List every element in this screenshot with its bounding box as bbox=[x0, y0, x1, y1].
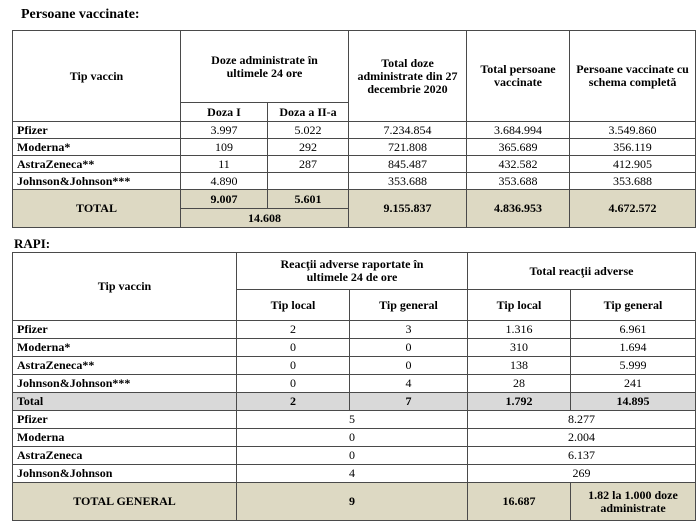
total-label: Total bbox=[13, 393, 237, 411]
vaccine-name: AstraZeneca bbox=[13, 447, 237, 465]
grand-total-label: TOTAL GENERAL bbox=[13, 483, 237, 521]
grand-total-rate: 1.82 la 1.000 doze administrate bbox=[571, 483, 696, 521]
table-row bbox=[13, 321, 696, 339]
total-doza2: 5.601 bbox=[268, 190, 349, 209]
section-title-rapi: RAPI: bbox=[14, 236, 51, 251]
total-local-24h: 2 bbox=[237, 393, 350, 411]
schema-completa-value: 3.549.860 bbox=[570, 122, 696, 139]
vaccine-name: Moderna* bbox=[13, 139, 181, 156]
combined-total-value: 269 bbox=[468, 465, 696, 483]
local-total-value: 1.316 bbox=[468, 321, 571, 339]
header-reactii-24h: Reacţii adverse raportate în ultimele 24 de ore bbox=[237, 253, 468, 290]
header-tip-general: Tip general bbox=[350, 290, 468, 321]
doza1-value: 4.890 bbox=[181, 173, 268, 190]
total-persoane-value: 432.582 bbox=[467, 156, 570, 173]
general-24h-value: 4 bbox=[350, 375, 468, 393]
total-general-24h: 7 bbox=[350, 393, 468, 411]
total-doze-value: 353.688 bbox=[349, 173, 467, 190]
section-title-vaccinated: Persoane vaccinate: bbox=[21, 7, 140, 22]
doza2-value bbox=[268, 173, 349, 190]
general-total-value: 5.999 bbox=[571, 357, 696, 375]
general-24h-value: 3 bbox=[350, 321, 468, 339]
total-persoane-value: 353.688 bbox=[467, 173, 570, 190]
vaccine-name: Pfizer bbox=[13, 122, 181, 139]
header-tip-vaccin-2: Tip vaccin bbox=[13, 253, 237, 321]
table-row bbox=[13, 122, 696, 139]
table-row bbox=[13, 375, 696, 393]
doza1-value: 109 bbox=[181, 139, 268, 156]
total-doza1: 9.007 bbox=[181, 190, 268, 209]
table-row bbox=[13, 139, 696, 156]
header-tip-local-total: Tip local bbox=[468, 290, 571, 321]
doza2-value: 287 bbox=[268, 156, 349, 173]
header-tip-general-total: Tip general bbox=[571, 290, 696, 321]
total-persoane-value: 365.689 bbox=[467, 139, 570, 156]
doza2-value: 292 bbox=[268, 139, 349, 156]
vaccine-name: AstraZeneca** bbox=[13, 156, 181, 173]
vaccine-name: Johnson&Johnson*** bbox=[13, 173, 181, 190]
total-schema-sum: 4.672.572 bbox=[570, 190, 696, 228]
grand-total-row bbox=[13, 483, 696, 521]
total-row bbox=[13, 393, 696, 411]
total-doze-value: 845.487 bbox=[349, 156, 467, 173]
header-total-doze: Total doze administrate din 27 decembrie 2020 bbox=[349, 31, 467, 122]
combined-24h-value: 0 bbox=[237, 447, 468, 465]
table-row bbox=[13, 339, 696, 357]
total-doze-24h-sum: 14.608 bbox=[181, 209, 349, 228]
vaccine-name: Moderna* bbox=[13, 339, 237, 357]
rapi-table bbox=[12, 252, 696, 521]
combined-24h-value: 0 bbox=[237, 429, 468, 447]
schema-completa-value: 356.119 bbox=[570, 139, 696, 156]
header-total-reactii: Total reacţii adverse bbox=[468, 253, 696, 290]
local-total-value: 310 bbox=[468, 339, 571, 357]
header-doza-1: Doza I bbox=[181, 103, 268, 122]
table-row bbox=[13, 429, 696, 447]
general-total-value: 6.961 bbox=[571, 321, 696, 339]
vaccine-name: Pfizer bbox=[13, 411, 237, 429]
general-total-value: 241 bbox=[571, 375, 696, 393]
total-doze-value: 7.234.854 bbox=[349, 122, 467, 139]
table-row bbox=[13, 156, 696, 173]
table-row bbox=[13, 173, 696, 190]
header-schema-completa: Persoane vaccinate cu schema completă bbox=[570, 31, 696, 122]
vaccine-name: AstraZeneca** bbox=[13, 357, 237, 375]
grand-total-24h: 9 bbox=[237, 483, 468, 521]
total-row bbox=[13, 190, 696, 209]
schema-completa-value: 353.688 bbox=[570, 173, 696, 190]
combined-total-value: 8.277 bbox=[468, 411, 696, 429]
header-doze-24h: Doze administrate în ultimele 24 ore bbox=[181, 31, 349, 103]
local-total-value: 28 bbox=[468, 375, 571, 393]
vaccine-name: Johnson&Johnson*** bbox=[13, 375, 237, 393]
doza2-value: 5.022 bbox=[268, 122, 349, 139]
local-24h-value: 0 bbox=[237, 375, 350, 393]
local-24h-value: 2 bbox=[237, 321, 350, 339]
total-general-total: 14.895 bbox=[571, 393, 696, 411]
total-local-total: 1.792 bbox=[468, 393, 571, 411]
table-row bbox=[13, 411, 696, 429]
table-row bbox=[13, 465, 696, 483]
table-row bbox=[13, 357, 696, 375]
header-tip-local: Tip local bbox=[237, 290, 350, 321]
vaccine-name: Pfizer bbox=[13, 321, 237, 339]
general-total-value: 1.694 bbox=[571, 339, 696, 357]
grand-total-value: 16.687 bbox=[468, 483, 571, 521]
combined-total-value: 2.004 bbox=[468, 429, 696, 447]
total-persoane-value: 3.684.994 bbox=[467, 122, 570, 139]
header-total-persoane: Total persoane vaccinate bbox=[467, 31, 570, 122]
general-24h-value: 0 bbox=[350, 357, 468, 375]
local-total-value: 138 bbox=[468, 357, 571, 375]
doza1-value: 3.997 bbox=[181, 122, 268, 139]
combined-24h-value: 5 bbox=[237, 411, 468, 429]
table-row bbox=[13, 447, 696, 465]
vaccine-name: Moderna bbox=[13, 429, 237, 447]
total-doze-value: 721.808 bbox=[349, 139, 467, 156]
combined-total-value: 6.137 bbox=[468, 447, 696, 465]
combined-24h-value: 4 bbox=[237, 465, 468, 483]
doza1-value: 11 bbox=[181, 156, 268, 173]
header-tip-vaccin: Tip vaccin bbox=[13, 31, 181, 122]
vaccine-name: Johnson&Johnson bbox=[13, 465, 237, 483]
local-24h-value: 0 bbox=[237, 339, 350, 357]
general-24h-value: 0 bbox=[350, 339, 468, 357]
vaccinated-table bbox=[12, 30, 696, 228]
schema-completa-value: 412.905 bbox=[570, 156, 696, 173]
local-24h-value: 0 bbox=[237, 357, 350, 375]
total-label: TOTAL bbox=[13, 190, 181, 228]
total-doze-sum: 9.155.837 bbox=[349, 190, 467, 228]
total-persoane-sum: 4.836.953 bbox=[467, 190, 570, 228]
header-doza-2: Doza a II-a bbox=[268, 103, 349, 122]
